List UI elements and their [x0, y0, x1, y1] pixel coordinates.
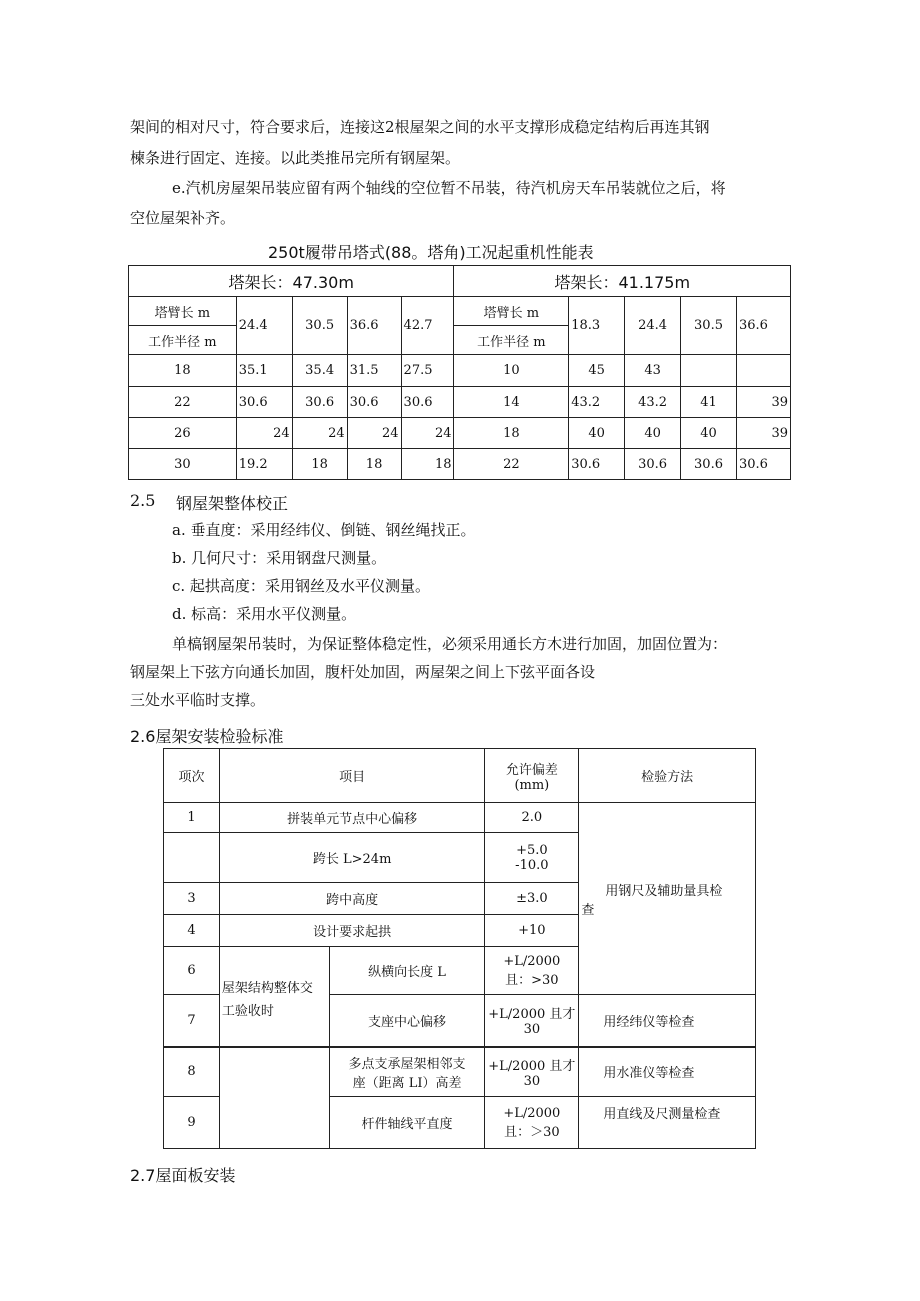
radius-value: 18 — [454, 418, 569, 449]
load-value: 43.2 — [625, 387, 681, 418]
check-item-b: b. 几何尺寸：采用钢盘尺测量。 — [172, 549, 387, 567]
crane-table-title: 250t履带吊塔式(88。塔角)工况起重机性能表 — [268, 243, 594, 262]
section-title: 钢屋架整体校正 — [176, 494, 289, 513]
table-row: 7 支座中心偏移 +L/2000 且才 30 用经纬仪等检查 — [164, 995, 756, 1047]
load-value: 39 — [736, 387, 790, 418]
load-value: 27.5 — [401, 355, 454, 387]
check-item-d: d. 标高：采用水平仪测量。 — [172, 605, 357, 623]
radius-value: 22 — [454, 449, 569, 480]
load-value: 40 — [569, 418, 625, 449]
crane-performance-table — [128, 265, 791, 480]
load-value: 35.1 — [236, 355, 292, 387]
load-value: 24 — [292, 418, 347, 449]
arm-value: 18.3 — [569, 297, 625, 355]
inspection-standard-table — [163, 748, 756, 1149]
header-no: 项次 — [164, 749, 220, 803]
load-value: 24 — [236, 418, 292, 449]
arm-value: 30.5 — [681, 297, 737, 355]
section-title: 2.6屋架安装检验标准 — [130, 727, 284, 746]
method-measure: 用钢尺及辅助量具检 查 — [579, 803, 756, 995]
table-row: 1 拼装单元节点中心偏移 2.0 用钢尺及辅助量具检 查 — [164, 803, 756, 833]
table-row — [129, 449, 791, 480]
check-item-c: c. 起拱高度：采用钢丝及水平仪测量。 — [172, 577, 430, 595]
load-value: 43.2 — [569, 387, 625, 418]
load-value: 19.2 — [236, 449, 292, 480]
load-value: 30.6 — [736, 449, 790, 480]
arm-value: 24.4 — [236, 297, 292, 355]
reinforce-line-1: 单槁钢屋架吊装时，为保证整体稳定性，必须采用通长方木进行加固，加固位置为： — [172, 635, 728, 653]
table-row: 6 屋架结构整体交 工验收时 纵横向长度 L +L/2000 且：>30 — [164, 947, 756, 995]
radius-value: 18 — [129, 355, 237, 387]
radius-value: 26 — [129, 418, 237, 449]
arm-length-label-left: 塔臂长 m — [129, 297, 237, 326]
radius-value: 30 — [129, 449, 237, 480]
table-row: 3 跨中高度 ±3.0 — [164, 883, 756, 915]
reinforce-line-2: 钢屋架上下弦方向通长加固，腹杆处加固，两屋架之间上下弦平面各设 — [130, 663, 596, 681]
load-value: 40 — [625, 418, 681, 449]
right-tower-header: 塔架长：41.175m — [454, 266, 791, 297]
load-value: 40 — [681, 418, 737, 449]
intro-line-1: 架间的相对尺寸，符合要求后，连接这2根屋架之间的水平支撑形成稳定结构后再连其钢 — [130, 118, 710, 136]
arm-length-label-right: 塔臂长 m — [454, 297, 569, 326]
load-value: 30.6 — [625, 449, 681, 480]
load-value — [736, 355, 790, 387]
table-row: 4 设计要求起拱 +10 — [164, 915, 756, 947]
section-title: 2.7屋面板安装 — [130, 1166, 236, 1185]
load-value: 30.6 — [236, 387, 292, 418]
header-item: 项目 — [219, 749, 484, 803]
intro-line-4: 空位屋架补齐。 — [130, 209, 236, 227]
radius-value: 22 — [129, 387, 237, 418]
radius-label-left: 工作半径 m — [129, 326, 237, 355]
arm-value: 30.5 — [292, 297, 347, 355]
reinforce-line-3: 三处水平临时支撑。 — [130, 691, 266, 709]
radius-value: 14 — [454, 387, 569, 418]
load-value: 30.6 — [401, 387, 454, 418]
load-value: 24 — [347, 418, 401, 449]
table-row — [129, 387, 791, 418]
load-value: 43 — [625, 355, 681, 387]
load-value: 45 — [569, 355, 625, 387]
load-value: 18 — [347, 449, 401, 480]
load-value — [681, 355, 737, 387]
check-item-a: a. 垂直度：采用经纬仪、倒链、钢丝绳找正。 — [172, 521, 476, 539]
header-method: 检验方法 — [579, 749, 756, 803]
left-tower-header: 塔架长：47.30m — [129, 266, 454, 297]
header-tolerance: 允许偏差 (mm) — [485, 749, 579, 803]
table-row: 8 多点支承屋架相邻支 座（距离 LI）高差 +L/2000 且才 30 用水准仪等检查 — [164, 1047, 756, 1097]
load-value: 30.6 — [292, 387, 347, 418]
load-value: 35.4 — [292, 355, 347, 387]
load-value: 30.6 — [569, 449, 625, 480]
arm-value: 36.6 — [736, 297, 790, 355]
intro-line-2: 楝条进行固定、连接。以此类推吊完所有钢屋架。 — [130, 149, 461, 167]
arm-value: 36.6 — [347, 297, 401, 355]
load-value: 30.6 — [681, 449, 737, 480]
radius-label-right: 工作半径 m — [454, 326, 569, 355]
table-row — [129, 355, 791, 387]
table-row: 跨长 L>24m +5.0 -10.0 — [164, 833, 756, 883]
radius-value: 10 — [454, 355, 569, 387]
load-value: 31.5 — [347, 355, 401, 387]
arm-value: 42.7 — [401, 297, 454, 355]
load-value: 30.6 — [347, 387, 401, 418]
table-row: 9 杆件轴线平直度 +L/2000 且：＞30 用直线及尺测量检查 — [164, 1097, 756, 1149]
load-value: 41 — [681, 387, 737, 418]
arm-value: 24.4 — [625, 297, 681, 355]
load-value: 39 — [736, 418, 790, 449]
load-value: 18 — [292, 449, 347, 480]
intro-line-3: e.汽机房屋架吊装应留有两个轴线的空位暂不吊装，待汽机房天车吊装就位之后，将 — [172, 179, 726, 197]
load-value: 24 — [401, 418, 454, 449]
load-value: 18 — [401, 449, 454, 480]
section-number: 2.5 — [130, 491, 156, 510]
table-row — [129, 418, 791, 449]
group-acceptance: 屋架结构整体交 工验收时 — [219, 947, 329, 1047]
